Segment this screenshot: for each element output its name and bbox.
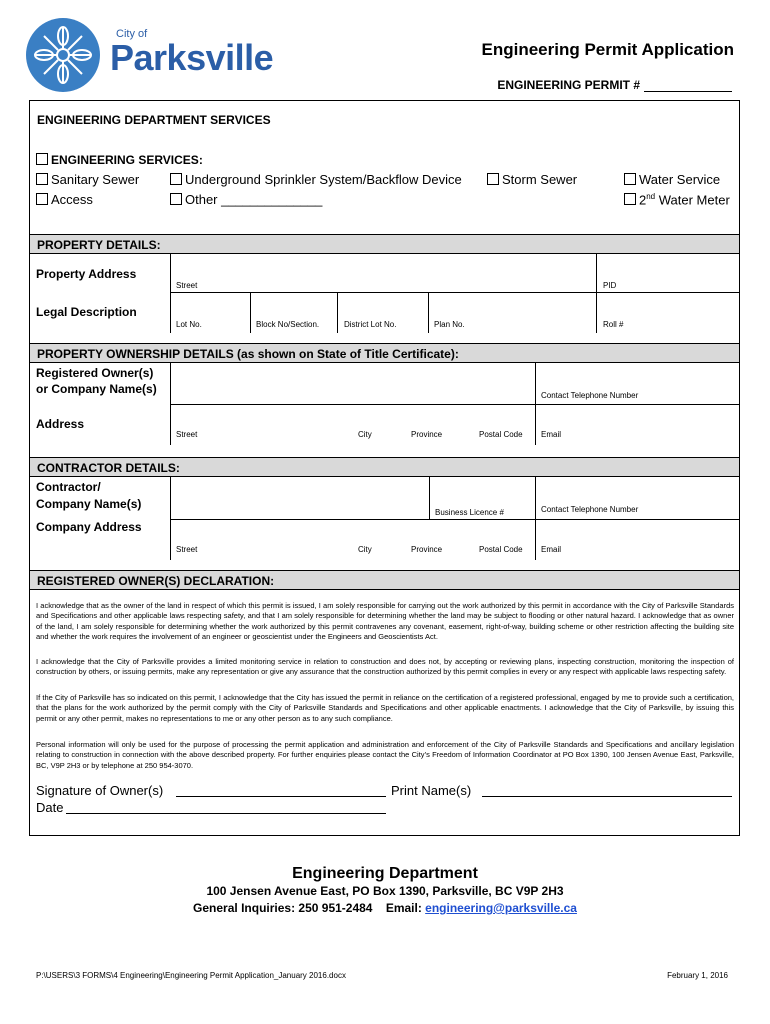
legal-divider-4 [596, 293, 597, 333]
property-address-label: Property Address [36, 267, 137, 281]
owner-province-caption: Province [411, 430, 443, 439]
owner-city-caption: City [358, 430, 372, 439]
pid-caption: PID [603, 281, 617, 290]
owner-label-2: or Company Name(s) [36, 382, 157, 396]
contractor-phone-caption: Contact Telephone Number [541, 505, 639, 514]
legal-description-label: Legal Description [36, 305, 137, 319]
services-checkbox[interactable] [36, 153, 48, 165]
footer-inquiries [0, 901, 770, 915]
logo-city-text: City of [116, 28, 148, 40]
block-caption: Block No/Section. [256, 320, 320, 329]
company-province-caption: Province [411, 545, 443, 554]
water-service-option[interactable] [624, 172, 720, 187]
checkbox-icon[interactable] [487, 173, 499, 185]
signature-label: Signature of Owner(s) [36, 783, 164, 798]
water-meter-suffix: nd [646, 192, 656, 201]
owner-name-field[interactable] [170, 363, 739, 405]
permit-number-label: ENGINEERING PERMIT # [497, 78, 640, 92]
company-address-divider [170, 520, 171, 560]
print-name-line[interactable] [482, 796, 732, 797]
street-caption: Street [176, 281, 198, 290]
company-address-label: Company Address [36, 520, 142, 534]
checkbox-icon[interactable] [36, 193, 48, 205]
owner-phone-divider [535, 363, 536, 445]
permit-number-field[interactable] [497, 78, 732, 92]
legal-divider-0 [170, 293, 171, 333]
sanitary-sewer-option[interactable] [36, 172, 139, 187]
sand-dollar-icon [26, 18, 100, 92]
pid-divider [596, 254, 597, 293]
lot-caption: Lot No. [176, 320, 202, 329]
permit-number-line[interactable] [644, 79, 732, 92]
property-details-header: PROPERTY DETAILS: [30, 234, 739, 254]
licence-divider [429, 477, 430, 520]
district-caption: District Lot No. [344, 320, 397, 329]
contractor-header: CONTRACTOR DETAILS: [30, 457, 739, 477]
sprinkler-option[interactable] [170, 172, 462, 187]
owner-street-caption: Street [176, 430, 198, 439]
company-postal-caption: Postal Code [479, 545, 523, 554]
water-service-label: Water Service [639, 172, 721, 187]
city-logo-emblem [26, 18, 100, 92]
owner-address-label: Address [36, 417, 85, 431]
footer-date: February 1, 2016 [667, 971, 728, 980]
dept-services-title: ENGINEERING DEPARTMENT SERVICES [37, 113, 271, 127]
owner-address-divider [170, 405, 171, 445]
plan-caption: Plan No. [434, 320, 465, 329]
declaration-paragraph-1: I acknowledge that as the owner of the land in respect of which this permit is issued, I am solely responsible for carrying out the work authorized by this permit in accordance with the City of Parksville Standards and Specifications and other applicable laws respecting safety, and that I am solely responsible for determining whether the land may be subject to flooding or other natural hazard. I acknowledge that as owner of the land, I am solely responsible for determining whether the work authorized by this permit contravenes any covenant, easement, right-of-way, building scheme or other restriction affecting the building site and whether the work requires the involvement of an engineer or geoscientist under the Engineers and Geoscientists Act. [36, 601, 734, 641]
sprinkler-label: Underground Sprinkler System/Backflow Device [185, 172, 462, 187]
company-email-caption: Email [541, 545, 562, 554]
sanitary-sewer-label: Sanitary Sewer [51, 172, 140, 187]
legal-divider-2 [337, 293, 338, 333]
services-heading-label: ENGINEERING SERVICES: [51, 153, 203, 167]
print-name-label: Print Name(s) [391, 783, 472, 798]
footer-email-link[interactable]: engineering@parksville.ca [425, 901, 577, 915]
declaration-paragraph-3: If the City of Parksville has so indicated on this permit, I acknowledge that the City has issued the permit in reliance on the certification of a registered professional, engaged by me to provide such a certification, that the plans for the work authorized by the permit comply with the City of Parksville Standards and Specifications and other applicable enactments. I acknowledge that the City of Parksville, by issuing this permit or any other permit, makes no representations to me or any other person as to any such compliance. [36, 693, 734, 723]
owner-postal-caption: Postal Code [479, 430, 523, 439]
checkbox-icon[interactable] [624, 173, 636, 185]
water-meter-option[interactable] [624, 192, 730, 207]
ownership-header: PROPERTY OWNERSHIP DETAILS (as shown on State of Title Certificate): [30, 343, 739, 363]
water-meter-label: Water Meter [655, 192, 730, 208]
storm-sewer-label: Storm Sewer [502, 172, 578, 187]
owner-email-caption: Email [541, 430, 562, 439]
company-street-caption: Street [176, 545, 198, 554]
access-option[interactable] [36, 192, 93, 207]
roll-caption: Roll # [603, 320, 624, 329]
footer-address: 100 Jensen Avenue East, PO Box 1390, Parksville, BC V9P 2H3 [206, 884, 564, 898]
checkbox-icon[interactable] [170, 173, 182, 185]
other-label: Other ______________ [185, 192, 323, 207]
company-city-caption: City [358, 545, 372, 554]
logo-name-text: Parksville [110, 37, 274, 78]
legal-divider-3 [428, 293, 429, 333]
access-label: Access [51, 192, 93, 207]
declaration-paragraph-4: Personal information will only be used for the purpose of processing the permit application and administration and enforcement of the City of Parksville Standards and Specifications and ancillary legislation relating to construction in connection with the above described property. For further enquiries please contact the City’s Freedom of Information Coordinator at PO Box 1390, 100 Jensen Avenue East, Parksville, BC, V9P 2H3 or by telephone at 250 954-3070. [36, 740, 734, 770]
licence-caption: Business Licence # [435, 508, 504, 517]
form-title: Engineering Permit Application [481, 40, 734, 59]
other-option[interactable] [170, 192, 322, 207]
checkbox-icon[interactable] [624, 193, 636, 205]
contractor-phone-divider [535, 477, 536, 560]
date-label: Date [36, 800, 64, 815]
checkbox-icon[interactable] [170, 193, 182, 205]
services-heading [36, 153, 203, 167]
date-line[interactable] [66, 813, 386, 814]
owner-label-1: Registered Owner(s) [36, 366, 154, 380]
checkbox-icon[interactable] [36, 173, 48, 185]
storm-sewer-option[interactable] [487, 172, 577, 187]
declaration-header: REGISTERED OWNER(S) DECLARATION: [30, 570, 739, 590]
declaration-paragraph-2: I acknowledge that the City of Parksville provides a limited monitoring service in relation to construction and does not, by accepting or reviewing plans, inspecting construction, monitoring the inspection of construction by others, or issuing permits, make any representation or give any assurance that the construction authorized by this permit complies in every or any respect with applicable laws respecting safety. [36, 657, 734, 677]
footer-department: Engineering Department [292, 865, 478, 882]
legal-divider-1 [250, 293, 251, 333]
contractor-label-2: Company Name(s) [36, 497, 142, 511]
property-address-field[interactable] [170, 254, 739, 293]
contractor-label-1: Contractor/ [36, 480, 101, 494]
water-meter-number: 2 [639, 192, 647, 208]
file-path: P:\USERS\3 FORMS\4 Engineering\Engineering Permit Application_January 2016.docx [36, 971, 346, 980]
footer-inquiries-text: General Inquiries: 250 951-2484 Email: [193, 901, 426, 915]
owner-phone-caption: Contact Telephone Number [541, 391, 639, 400]
signature-line[interactable] [176, 796, 386, 797]
